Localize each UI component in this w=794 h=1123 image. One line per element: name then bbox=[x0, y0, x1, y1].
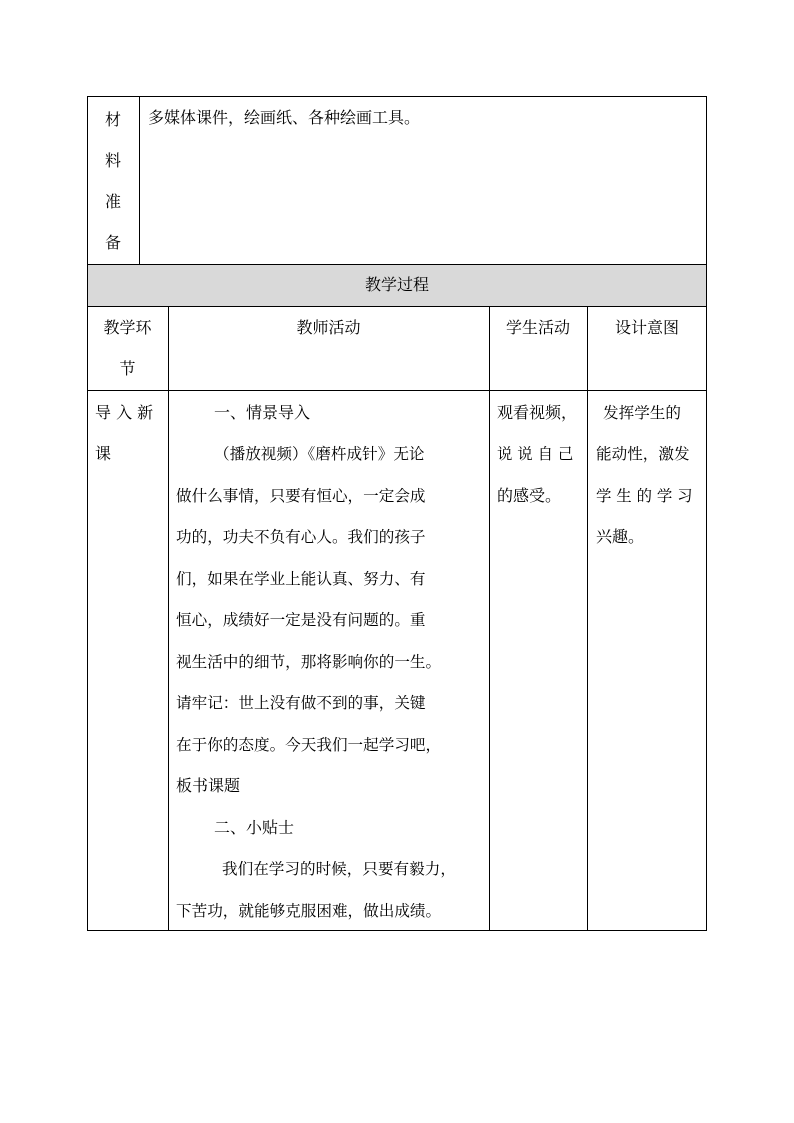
teacher-line: 我们在学习的时候，只要有毅力， bbox=[222, 860, 456, 878]
column-divider bbox=[587, 306, 588, 931]
materials-label-char: 料 bbox=[104, 151, 121, 170]
table-border-right bbox=[706, 96, 707, 264]
column-divider bbox=[139, 96, 140, 264]
header-design: 设计意图 bbox=[614, 318, 679, 337]
header-student: 学生活动 bbox=[505, 318, 570, 337]
student-line: 的感受。 bbox=[497, 486, 562, 505]
materials-label-char: 准 bbox=[104, 192, 121, 211]
student-line: 说 说 自 己 bbox=[497, 445, 574, 463]
student-line: 观看视频， bbox=[497, 403, 578, 422]
header-stage-cont: 节 bbox=[119, 359, 136, 378]
table-border-left bbox=[87, 96, 88, 264]
table-border-right bbox=[706, 264, 707, 931]
teacher-line: 请牢记：世上没有做不到的事，关键 bbox=[176, 694, 426, 712]
row-divider bbox=[87, 390, 707, 391]
teacher-line: 做什么事情，只要有恒心，一定会成 bbox=[176, 487, 426, 505]
table-border-top bbox=[87, 96, 707, 97]
header-teacher: 教师活动 bbox=[296, 318, 361, 337]
teacher-line: 功的，功夫不负有心人。我们的孩子 bbox=[176, 528, 426, 546]
column-divider bbox=[489, 306, 490, 931]
teacher-line: 恒心，成绩好一定是没有问题的。重 bbox=[176, 611, 426, 629]
teacher-line: 下苦功，就能够克服困难，做出成绩。 bbox=[176, 902, 442, 920]
teacher-line: （播放视频）《磨杵成针》无论 bbox=[214, 445, 425, 463]
stage-text: 课 bbox=[95, 444, 112, 463]
row-divider bbox=[87, 306, 707, 307]
materials-label-char: 备 bbox=[104, 233, 121, 252]
header-stage: 教学环 bbox=[103, 318, 152, 337]
design-line: 兴趣。 bbox=[596, 527, 645, 546]
teacher-line: 二、小贴士 bbox=[214, 818, 295, 837]
teacher-line: 视生活中的细节，那将影响你的一生。 bbox=[176, 653, 442, 671]
design-line: 能动性，激发 bbox=[596, 445, 690, 463]
teacher-line: 在于你的态度。今天我们一起学习吧， bbox=[176, 736, 442, 754]
column-divider bbox=[168, 306, 169, 931]
table-border-top bbox=[87, 264, 707, 265]
materials-content: 多媒体课件，绘画纸、各种绘画工具。 bbox=[148, 108, 421, 127]
teacher-line: 们，如果在学业上能认真、努力、有 bbox=[176, 570, 426, 588]
teacher-line: 一、情景导入 bbox=[214, 403, 311, 422]
table-border-bottom bbox=[87, 930, 707, 931]
design-line: 发挥学生的 bbox=[603, 404, 681, 422]
stage-text: 导 入 新 bbox=[95, 403, 154, 422]
process-title: 教学过程 bbox=[364, 275, 429, 294]
teacher-line: 板书课题 bbox=[176, 776, 241, 795]
design-line: 学 生 的 学 习 bbox=[596, 487, 693, 505]
materials-label-char: 材 bbox=[104, 110, 121, 129]
